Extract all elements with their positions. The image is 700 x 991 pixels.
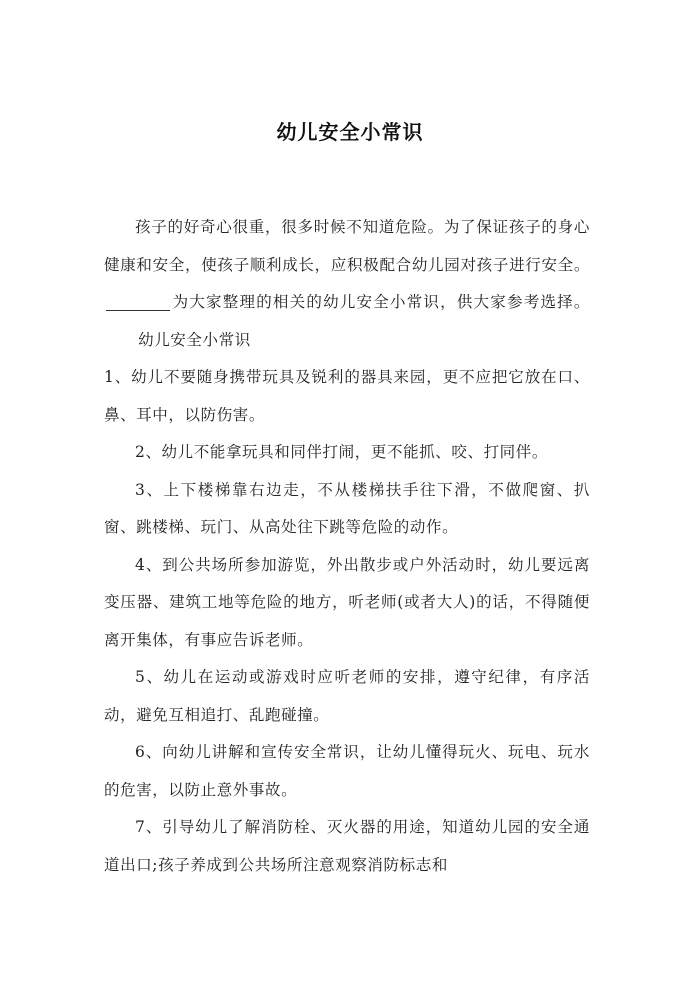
list-item: 7、引导幼儿了解消防栓、灭火器的用途，知道幼儿园的安全通道出口;孩子养成到公共场所注意观察消防标志和: [104, 818, 590, 874]
list-item: 3、上下楼梯靠右边走，不从楼梯扶手往下滑，不做爬窗、扒窗、跳楼梯、玩门、从高处往下跳等危险的动作。: [104, 480, 590, 536]
intro-text-continued: 为大家整理的相关的幼儿安全小常识，供大家参考选择。: [172, 293, 590, 311]
intro-text: 孩子的好奇心很重，很多时候不知道危险。为了保证孩子的身心健康和安全，使孩子顺利成长，应积极配合幼儿园对孩子进行安全。: [104, 218, 590, 274]
intro-paragraph: [104, 209, 590, 359]
inline-heading: 幼儿安全小常识: [138, 330, 251, 349]
list-item: 6、向幼儿讲解和宣传安全常识，让幼儿懂得玩火、玩电、玩水的危害，以防止意外事故。: [104, 743, 590, 799]
document-body: [104, 209, 590, 884]
list-item: 1、幼儿不要随身携带玩具及锐利的器具来园，更不应把它放在口、鼻、耳中，以防伤害。: [104, 368, 590, 424]
fill-in-blank: [106, 293, 170, 311]
list-item: 4、到公共场所参加游览，外出散步或户外活动时，幼儿要远离变压器、建筑工地等危险的地方，听老师(或者大人)的话，不得随便离开集体，有事应告诉老师。: [104, 555, 590, 649]
document-title: 幼儿安全小常识: [276, 120, 424, 144]
list-item: 5、幼儿在运动或游戏时应听老师的安排，遵守纪律，有序活动，避免互相追打、乱跑碰撞。: [104, 668, 590, 724]
list-item: 2、幼儿不能拿玩具和同伴打闹，更不能抓、咬、打同伴。: [135, 443, 548, 461]
